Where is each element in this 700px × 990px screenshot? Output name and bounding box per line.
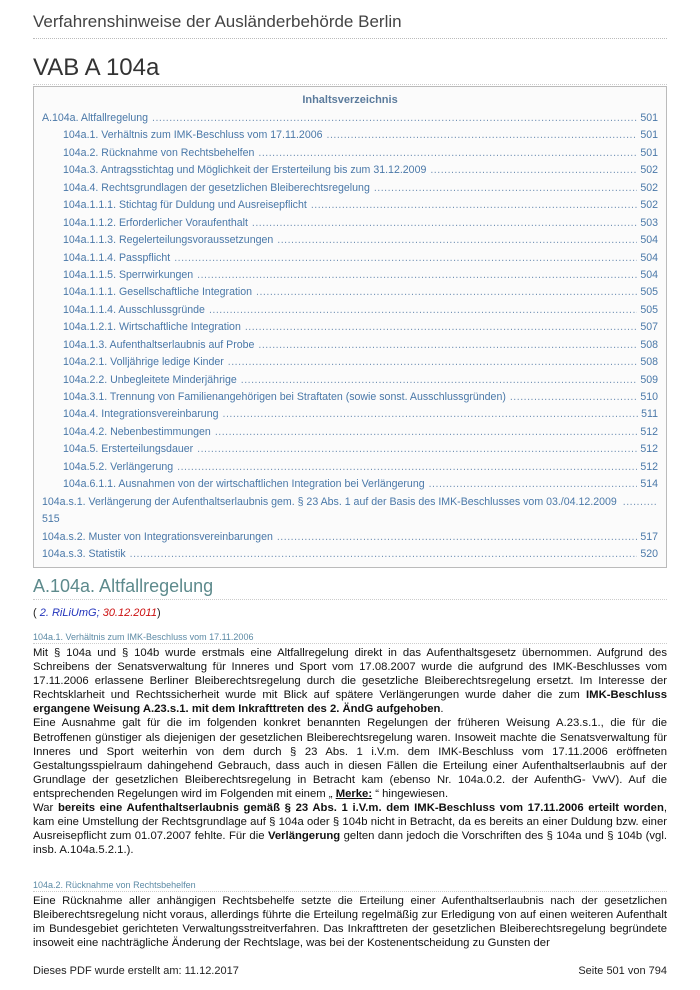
subsection-body-1 (33, 646, 667, 857)
toc-entry-label: 104a.2.1. Volljährige ledige Kinder (63, 354, 228, 371)
toc-list (42, 110, 658, 494)
toc-leader-dots (241, 372, 638, 389)
toc-leader-dots (252, 215, 637, 232)
toc-leader-dots (510, 389, 637, 406)
toc-leader-dots (429, 476, 638, 493)
toc-entry-label: 104a.2. Rücknahme von Rechtsbehelfen (63, 145, 258, 162)
toc-entry[interactable] (42, 284, 658, 301)
toc-entry-label: 104a.5. Ersterteilungsdauer (63, 441, 197, 458)
toc-entry-page: 512 (637, 424, 658, 441)
toc-entry-label: 104a.3. Antragsstichtag und Möglichkeit der Ersterteilung bis zum 31.12.2009 (63, 162, 430, 179)
document-title: VAB A 104a (33, 54, 160, 81)
toc-entry[interactable] (42, 476, 658, 493)
citation-close: ) (156, 607, 161, 619)
toc-entry[interactable] (42, 232, 658, 249)
toc-entry-label: 104a.1.1.2. Erforderlicher Voraufenthalt (63, 215, 252, 232)
toc-entry-page: 504 (637, 250, 658, 267)
toc-entry[interactable] (42, 337, 658, 354)
toc-entry-page: 510 (637, 389, 658, 406)
text: Eine Ausnahme galt für die im folgenden konkret benannten Regelungen der früheren Weisung A.23.s.1., die für die Betroffenen günstiger als diejenigen der gesetzlichen Bleiberechtsregelung waren. Insoweit machte die Senatsverwaltung für Inneres und Sport weiterhin von dem durch § 23 Abs. 1 i.V.m. dem IMK-Beschluss vom 17.11.2006 eröffneten Gestaltungsspielraum dahingehend Gebrauch, dass auch in diesen Fällen die Erteilung einer Aufenthaltserlaubnis auf der Grundlage der gesetzlichen Bleiberechtsregelung in Betracht kam (ebenso Nr. 104a.0.2. der AufenthG- VwV). Auf die entsprechenden Regelungen wird im Folgenden mit einem „ (33, 717, 667, 800)
toc-leader-dots (197, 267, 637, 284)
toc-leader-dots (215, 424, 637, 441)
toc-entry-label: 104a.4.2. Nebenbestimmungen (63, 424, 215, 441)
toc-entry[interactable] (42, 319, 658, 336)
toc-entry-page: 514 (637, 476, 658, 493)
toc-entry-label: 104a.1.3. Aufenthaltserlaubnis auf Probe (63, 337, 258, 354)
title-divider (33, 84, 667, 85)
toc-entry[interactable] (42, 267, 658, 284)
toc-leader-dots (256, 284, 637, 301)
toc-leader-dots (197, 441, 637, 458)
text: , kam eine Umstellung der Rechtsgrundlage auf § 104a oder § 104b nicht in Betracht, da es bereits an einer Duldung bzw. einer Ausreisepflicht zum 01.07.2007 fehlte. Für die (33, 802, 668, 843)
toc-entry-label: 104a.1.2.1. Wirtschaftliche Integration (63, 319, 245, 336)
toc-entry[interactable] (42, 529, 658, 546)
toc-entry-page: 507 (637, 319, 658, 336)
toc-entry[interactable] (42, 110, 658, 127)
citation-open: ( (33, 607, 40, 619)
toc-entry-page: 508 (637, 354, 658, 371)
bold-text: bereits eine Aufenthaltserlaubnis gemäß § 23 Abs. 1 i.V.m. dem IMK-Beschluss vom 17.11.2006 erteilt worden (57, 802, 664, 815)
toc-entry-label: 104a.s.1. Verlängerung der Aufenthaltserlaubnis gem. § 23 Abs. 1 auf der Basis des IMK-Beschlusses vom 03./04.12.2009 (42, 494, 623, 511)
section-title: A.104a. Altfallregelung (33, 576, 214, 596)
toc-entry[interactable] (42, 459, 658, 476)
page-header (33, 12, 667, 39)
toc-leader-dots (374, 180, 637, 197)
toc-entry-label: 104a.1.1.4. Ausschlussgründe (63, 302, 209, 319)
toc-entry-page: 505 (637, 284, 658, 301)
toc-leader-dots (130, 546, 638, 563)
toc-leader-dots (277, 232, 637, 249)
header-title: Verfahrenshinweise der Ausländerbehörde Berlin (33, 12, 667, 39)
toc-entry-label: 104a.s.2. Muster von Integrationsvereinbarungen (42, 529, 277, 546)
footer-page-number: Seite 501 von 794 (578, 965, 667, 977)
subsection-heading-1: 104a.1. Verhältnis zum IMK-Beschluss vom 17.11.2006 (33, 632, 667, 644)
text: gelten dann jedoch die Vorschriften des § 104a und § 104b (vgl. insb. A.104a.5.2.1.). (33, 830, 667, 857)
toc-entry[interactable] (42, 354, 658, 371)
toc-entry-page: 504 (637, 267, 658, 284)
toc-entry-label: 104a.s.3. Statistik (42, 546, 130, 563)
text: “ hingewiesen. (372, 787, 449, 800)
toc-leader-dots (177, 459, 637, 476)
toc-entry-page: 501 (637, 127, 658, 144)
toc-entry-label: 104a.6.1.1. Ausnahmen von der wirtschaftlichen Integration bei Verlängerung (63, 476, 429, 493)
toc-entry-page: 502 (637, 180, 658, 197)
toc-entry-page: 508 (637, 337, 658, 354)
toc-entry-label: 104a.1. Verhältnis zum IMK-Beschluss vom 17.11.2006 (63, 127, 327, 144)
toc-leader-dots (430, 162, 637, 179)
toc-entry-label: 104a.2.2. Unbegleitete Minderjährige (63, 372, 241, 389)
toc-entry[interactable] (42, 215, 658, 232)
toc-entry-page: 512 (637, 441, 658, 458)
paragraph: Eine Rücknahme aller anhängigen Rechtsbehelfe setzte die Erteilung einer Aufenthaltserlaubnis nach der gesetzlichen Bleiberechtsregelung nicht voraus, allerdings führte die Erteilung regelmäßig zur Erledigung von auf einen weiteren Aufenthalt im Bundesgebiet gerichteten Verwaltungsstreitverfahren. Das Inkrafttreten der gesetzlichen Bleiberechtsregelung begründete insoweit eine nachträgliche Änderung der Rechtslage, was bei der Kostenentscheidung zu Gunsten der (33, 895, 667, 950)
toc-entry[interactable] (42, 424, 658, 441)
toc-leader-dots (152, 110, 637, 127)
text: Mit § 104a und § 104b wurde erstmals eine Altfallregelung direkt in das Aufenthaltsgesetz übernommen. Aufgrund des Schreibens der Senatsverwaltung für Inneres und Sport vom 17.08.2007 wurde die aufgrund des IMK-Beschlusses vom 17.11.2006 erlassene Berliner Bleiberechtsregelung durch die gesetzliche Bleiberechtsregelung ersetzt. Im Interesse der Rechtsklarheit und Rechtssicherheit wurde mit Blick auf spätere Verlängerungen wurde daher die zum (33, 647, 667, 702)
toc-entry[interactable] (42, 546, 658, 563)
toc-leader-dots (311, 197, 637, 214)
toc-entry[interactable] (42, 389, 658, 406)
toc-heading: Inhaltsverzeichnis (302, 94, 398, 106)
toc-entry[interactable] (42, 302, 658, 319)
bold-text: Verlängerung (267, 830, 341, 843)
toc-entry[interactable] (42, 162, 658, 179)
toc-entry-label: 104a.4. Integrationsvereinbarung (63, 406, 223, 423)
subsection-body-2 (33, 894, 667, 950)
subsection-heading-2: 104a.2. Rücknahme von Rechtsbehelfen (33, 880, 667, 892)
toc-entry-page: 505 (637, 302, 658, 319)
paragraph (33, 716, 667, 801)
toc-entry-page: 503 (637, 215, 658, 232)
toc-leader-dots (623, 494, 658, 511)
toc-entry[interactable] (42, 441, 658, 458)
text: . (440, 703, 444, 716)
toc-entry-label: 104a.1.1.3. Regelerteilungsvoraussetzungen (63, 232, 277, 249)
toc-entry-page: 504 (637, 232, 658, 249)
paragraph (33, 646, 667, 716)
toc-entry-page: 501 (637, 110, 658, 127)
citation-date[interactable]: 30.12.2011 (99, 607, 157, 619)
paragraph (33, 801, 667, 857)
toc-entry[interactable] (42, 197, 658, 214)
merke-label: Merke: (335, 787, 373, 800)
toc-entry-page: 501 (637, 145, 658, 162)
citation-link-rilium[interactable]: 2. RiLiUmG; (39, 607, 100, 619)
toc-leader-dots (223, 406, 639, 423)
toc-entry-wrapped[interactable] (42, 494, 658, 529)
toc-entry-label: 104a.3.1. Trennung von Familienangehörigen bei Straftaten (sowie sonst. Ausschlussgründen) (63, 389, 510, 406)
toc-entry[interactable] (42, 372, 658, 389)
footer-created-date: Dieses PDF wurde erstellt am: 11.12.2017 (33, 965, 239, 977)
toc-tail-list (42, 529, 658, 564)
toc-leader-dots (277, 529, 637, 546)
toc-entry-page: 515 (42, 513, 60, 526)
toc-entry-page: 517 (637, 529, 658, 546)
toc-entry-page: 511 (638, 406, 658, 423)
toc-leader-dots (174, 250, 637, 267)
bold-text: IMK-Beschluss ergangene Weisung A.23.s.1. mit dem Inkrafttreten des 2. ÄndG aufgehoben (33, 689, 667, 716)
toc-entry[interactable] (42, 180, 658, 197)
toc-entry-page: 502 (637, 162, 658, 179)
toc-leader-dots (258, 337, 637, 354)
section-divider (33, 599, 667, 600)
toc-entry[interactable] (42, 145, 658, 162)
toc-leader-dots (258, 145, 637, 162)
toc-entry[interactable] (42, 250, 658, 267)
toc-entry[interactable] (42, 127, 658, 144)
toc-entry-label: 104a.4. Rechtsgrundlagen der gesetzlichen Bleiberechtsregelung (63, 180, 374, 197)
page-footer (33, 965, 667, 977)
table-of-contents (33, 86, 667, 568)
toc-entry-label: 104a.1.1.1. Stichtag für Duldung und Ausreisepflicht (63, 197, 311, 214)
toc-entry-label: A.104a. Altfallregelung (42, 110, 152, 127)
toc-leader-dots (327, 127, 638, 144)
text: War (33, 802, 58, 815)
toc-entry-label: 104a.5.2. Verlängerung (63, 459, 177, 476)
toc-leader-dots (228, 354, 638, 371)
toc-entry-label: 104a.1.1.5. Sperrwirkungen (63, 267, 197, 284)
toc-entry[interactable] (42, 406, 658, 423)
toc-entry-label: 104a.1.1.1. Gesellschaftliche Integration (63, 284, 256, 301)
toc-leader-dots (209, 302, 637, 319)
toc-entry-label: 104a.1.1.4. Passpflicht (63, 250, 174, 267)
toc-leader-dots (245, 319, 637, 336)
toc-entry-page: 509 (637, 372, 658, 389)
toc-entry-page: 512 (637, 459, 658, 476)
toc-entry-page: 502 (637, 197, 658, 214)
toc-entry-page: 520 (637, 546, 658, 563)
citation (33, 607, 161, 619)
